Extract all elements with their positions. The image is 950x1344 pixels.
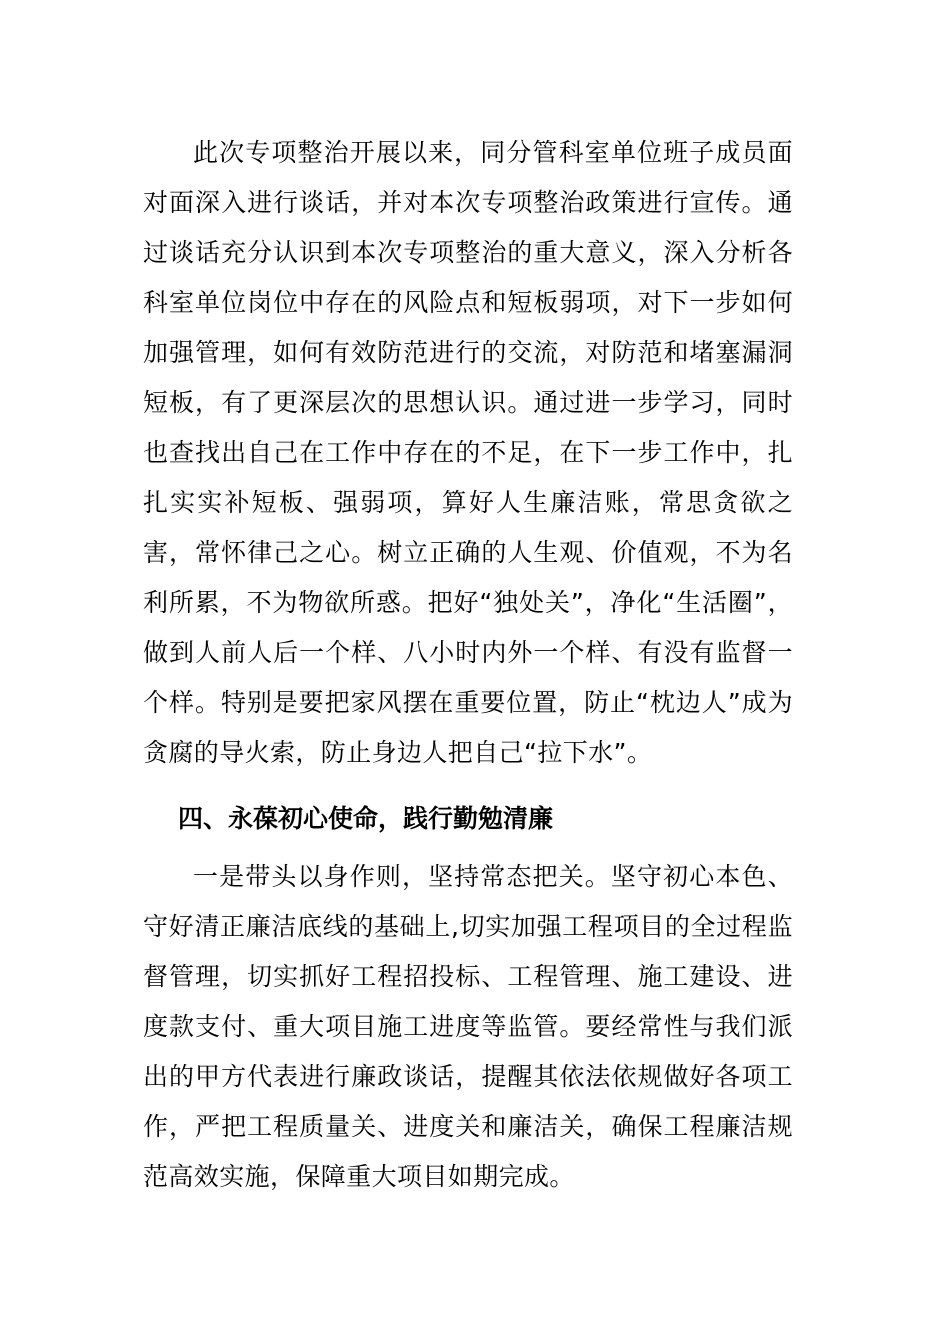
body-paragraph-1: 此次专项整治开展以来，同分管科室单位班子成员面对面深入进行谈话，并对本次专项整治政策进行宣传。通过谈话充分认识到本次专项整治的重大意义，深入分析各科室单位岗位中存在的风险点和短板弱项，对下一步如何加强管理，如何有效防范进行的交流，对防范和堵塞漏洞短板，有了更深层次的思想认识。通过进一步学习，同时也查找出自己在工作中存在的不足，在下一步工作中，扎扎实实补短板、强弱项，算好人生廉洁账，常思贪欲之害，常怀律己之心。树立正确的人生观、价值观，不为名利所累，不为物欲所惑。把好“独处关”，净化“生活圈”，做到人前人后一个样、八小时内外一个样、有没有监督一个样。特别是要把家风摆在重要位置，防止“枕边人”成为贪腐的导火索，防止身边人把自己“拉下水”。 <box>143 138 793 767</box>
body-paragraph-2: 一是带头以身作则，坚持常态把关。坚守初心本色、守好清正廉洁底线的基础上,切实加强工程项目的全过程监督管理，切实抓好工程招投标、工程管理、施工建设、进度款支付、重大项目施工进度等监管。要经常性与我们派出的甲方代表进行廉政谈话，提醒其依法依规做好各项工作，严把工程质量关、进度关和廉洁关，确保工程廉洁规范高效实施，保障重大项目如期完成。 <box>143 862 793 1191</box>
document-body <box>143 128 793 1202</box>
section-heading: 四、永葆初心使命，践行勤勉清廉 <box>178 804 554 833</box>
